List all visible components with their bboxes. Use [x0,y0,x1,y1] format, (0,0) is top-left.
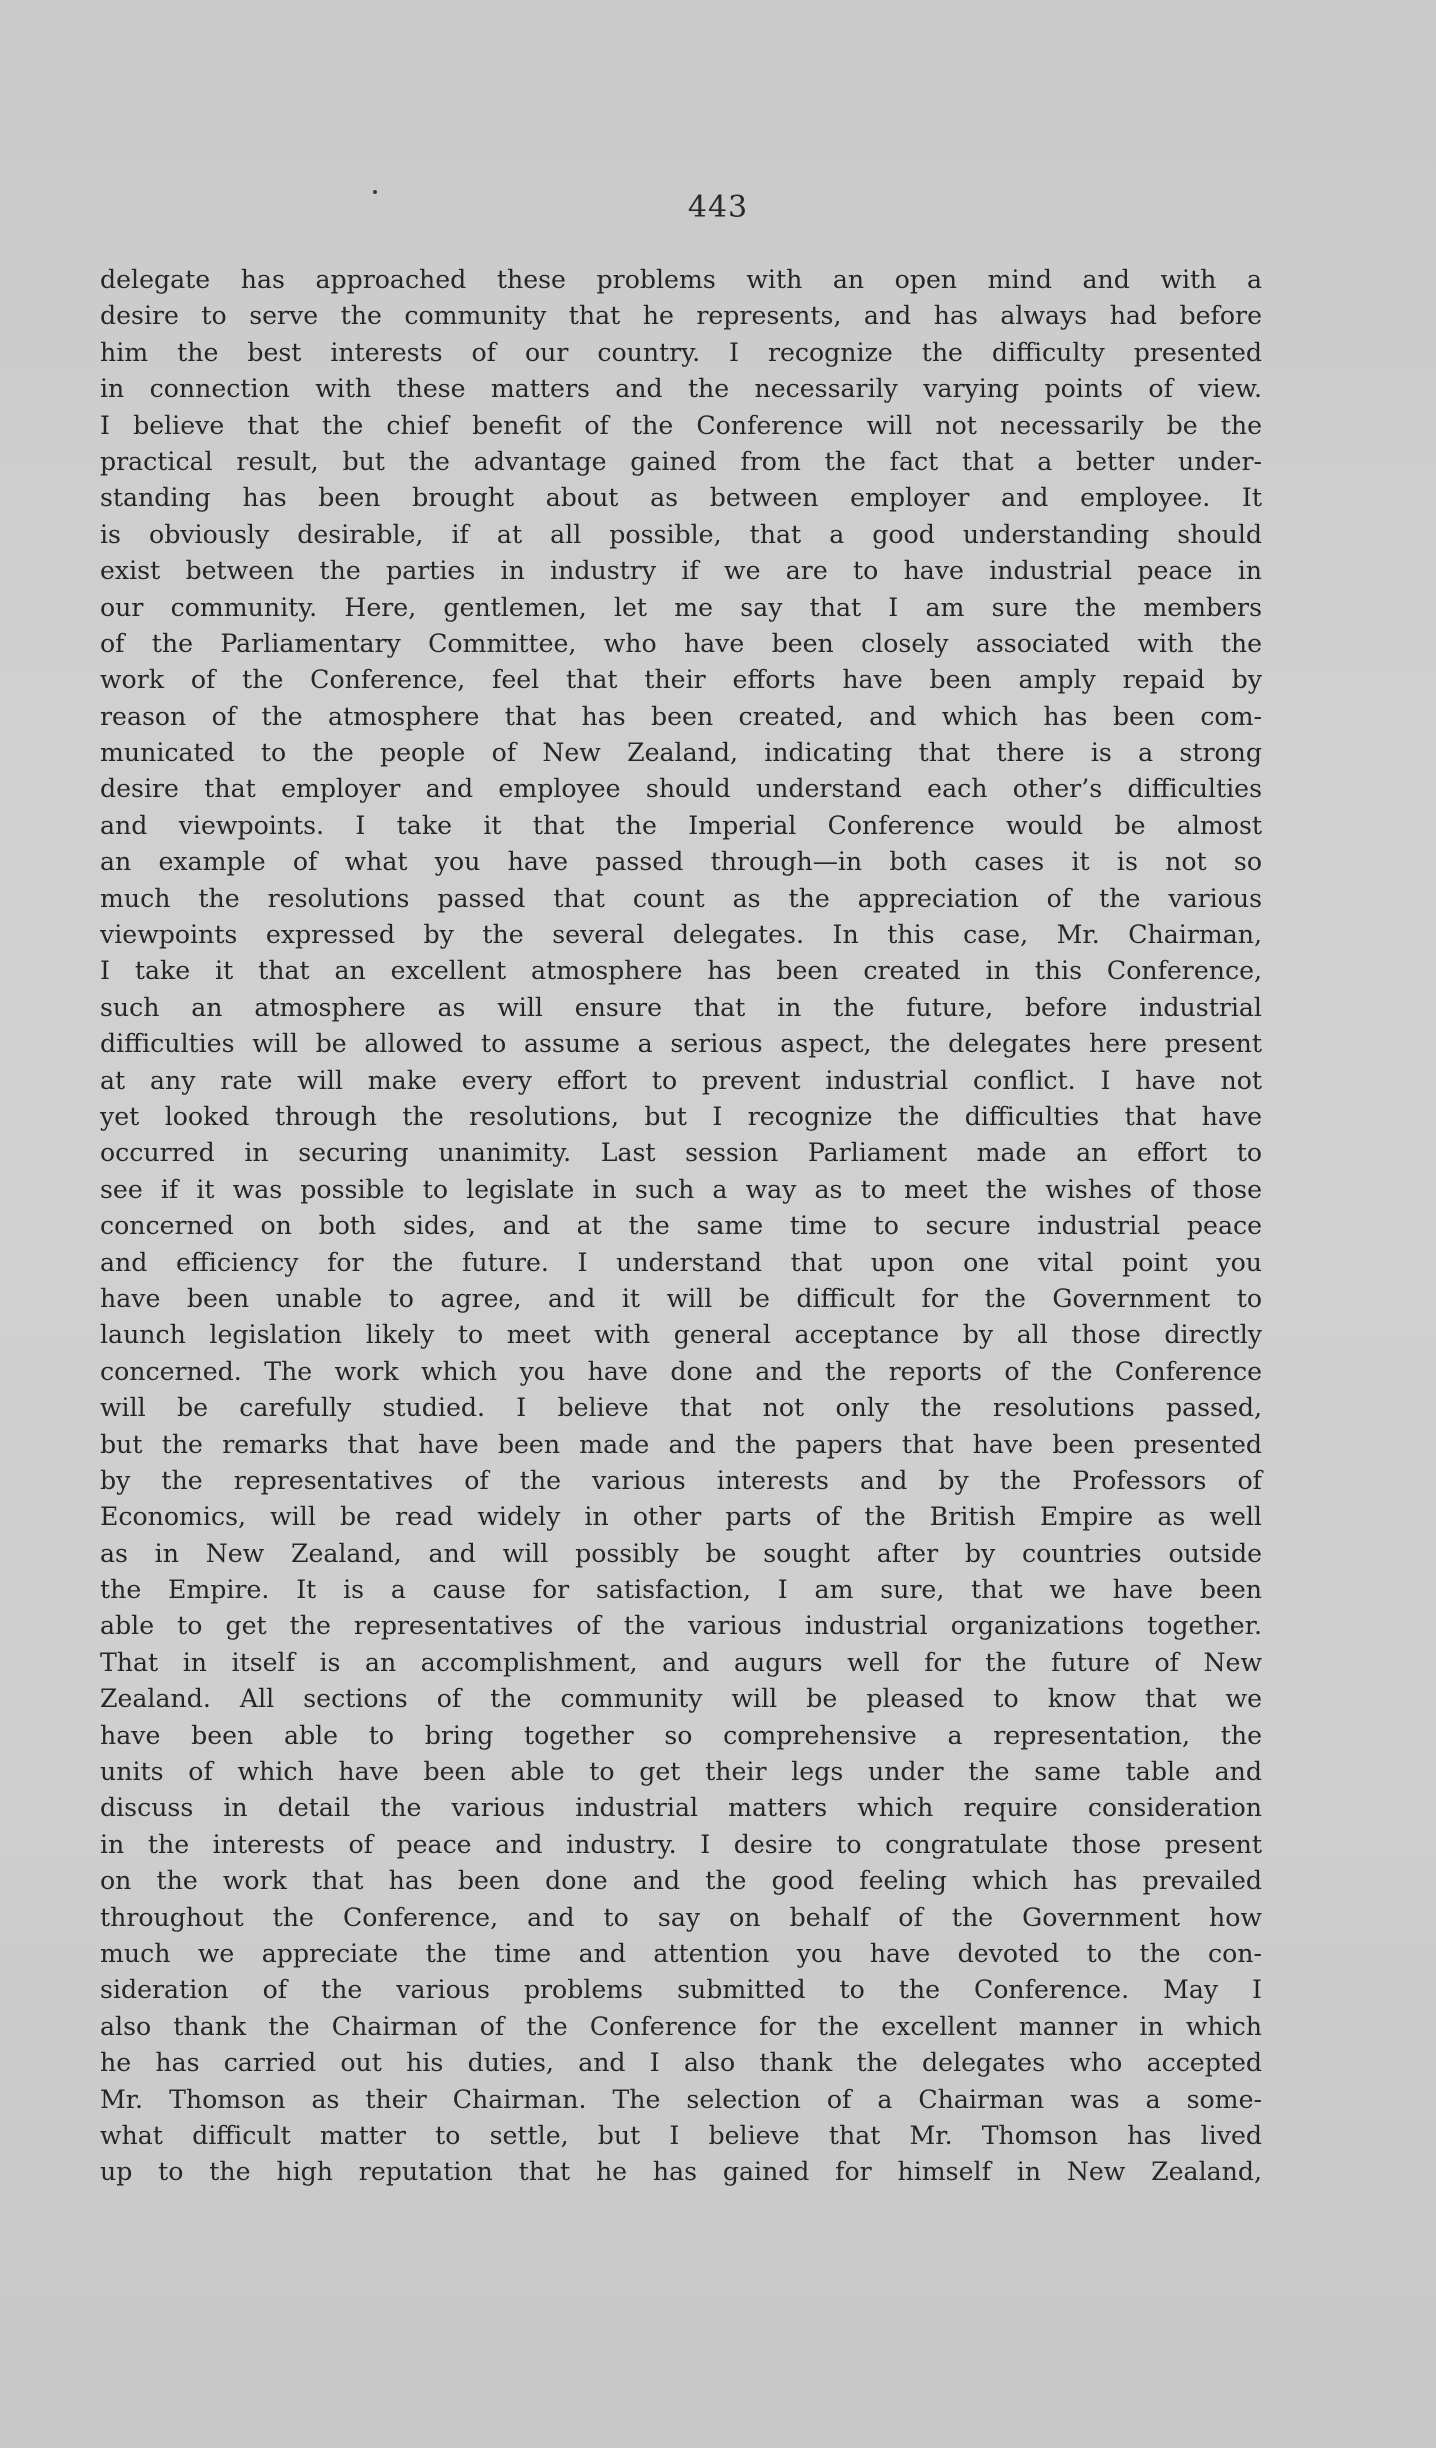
text-line: of the Parliamentary Committee, who have been closely associated with the [100,628,1262,658]
text-line: difficulties will be allowed to assume a serious aspect, the delegates here present [100,1029,1262,1059]
text-line: That in itself is an accomplishment, and augurs well for the future of New [100,1647,1262,1677]
text-line: sideration of the various problems submitted to the Conference. May I [100,1975,1262,2005]
text-line: on the work that has been done and the good feeling which has prevailed [100,1866,1262,1896]
text-line: in the interests of peace and industry. I desire to congratulate those present [100,1829,1262,1859]
text-line: but the remarks that have been made and the papers that have been presented [100,1429,1262,1459]
text-line: work of the Conference, feel that their efforts have been amply repaid by [100,665,1262,695]
text-line: will be carefully studied. I believe that not only the resolutions passed, [100,1393,1262,1423]
text-line: what difficult matter to settle, but I believe that Mr. Thomson has lived [100,2120,1262,2150]
text-line: throughout the Conference, and to say on behalf of the Government how [100,1902,1262,1932]
text-line: I believe that the chief benefit of the Conference will not necessarily be the [100,410,1262,440]
text-line: him the best interests of our country. I recognize the difficulty presented [100,337,1262,367]
text-line: up to the high reputation that he has gained for himself in New Zealand, [100,2157,1262,2187]
text-line: at any rate will make every effort to prevent industrial conflict. I have not [100,1065,1262,1095]
text-line: occurred in securing unanimity. Last session Parliament made an effort to [100,1138,1262,1168]
text-line: launch legislation likely to meet with general acceptance by all those directly [100,1320,1262,1350]
text-line: in connection with these matters and the necessarily varying points of view. [100,374,1262,404]
text-line: delegate has approached these problems with an open mind and with a [100,265,1262,294]
text-line: yet looked through the resolutions, but I recognize the difficulties that have [100,1101,1262,1131]
text-line: Zealand. All sections of the community will be pleased to know that we [100,1684,1262,1714]
text-line: much the resolutions passed that count as the appreciation of the various [100,883,1262,913]
text-line: exist between the parties in industry if we are to have industrial peace in [100,556,1262,586]
text-line: Economics, will be read widely in other parts of the British Empire as well [100,1502,1262,1532]
text-line: and efficiency for the future. I understand that upon one vital point you [100,1247,1262,1277]
text-line: have been unable to agree, and it will be difficult for the Government to [100,1283,1262,1313]
text-line: able to get the representatives of the various industrial organizations together. [100,1611,1262,1641]
text-line: concerned on both sides, and at the same time to secure industrial peace [100,1211,1262,1241]
text-line: desire that employer and employee should understand each other’s difficulties [100,774,1262,804]
text-line: much we appreciate the time and attention you have devoted to the con- [100,1938,1262,1968]
text-line: by the representatives of the various interests and by the Professors of [100,1465,1262,1495]
text-line: viewpoints expressed by the several delegates. In this case, Mr. Chairman, [100,920,1262,950]
text-line: is obviously desirable, if at all possible, that a good understanding should [100,519,1262,549]
text-line: desire to serve the community that he represents, and has always had before [100,301,1262,331]
text-line: as in New Zealand, and will possibly be sought after by countries outside [100,1538,1262,1568]
text-line: such an atmosphere as will ensure that in the future, before industrial [100,992,1262,1022]
text-line: see if it was possible to legislate in such a way as to meet the wishes of those [100,1174,1262,1204]
text-line: our community. Here, gentlemen, let me say that I am sure the members [100,592,1262,622]
text-line: an example of what you have passed through—in both cases it is not so [100,847,1262,877]
text-line: concerned. The work which you have done and the reports of the Conference [100,1356,1262,1386]
text-line: he has carried out his duties, and I also thank the delegates who accepted [100,2048,1262,2078]
page-number: 443 [687,190,749,225]
text-line: the Empire. It is a cause for satisfaction, I am sure, that we have been [100,1575,1262,1605]
text-line: discuss in detail the various industrial matters which require consideration [100,1793,1262,1823]
text-line: municated to the people of New Zealand, indicating that there is a strong [100,738,1262,768]
body-text [100,262,1262,2191]
text-line: and viewpoints. I take it that the Imperial Conference would be almost [100,810,1262,840]
text-line: units of which have been able to get their legs under the same table and [100,1757,1262,1787]
text-line: practical result, but the advantage gained from the fact that a better under- [100,446,1262,476]
text-line: I take it that an excellent atmosphere has been created in this Conference, [100,956,1262,986]
text-line: Mr. Thomson as their Chairman. The selection of a Chairman was a some- [100,2084,1262,2114]
text-line: reason of the atmosphere that has been created, and which has been com- [100,701,1262,731]
text-line: standing has been brought about as between employer and employee. It [100,483,1262,513]
text-line: also thank the Chairman of the Conference for the excellent manner in which [100,2011,1262,2041]
text-line: have been able to bring together so comprehensive a representation, the [100,1720,1262,1750]
